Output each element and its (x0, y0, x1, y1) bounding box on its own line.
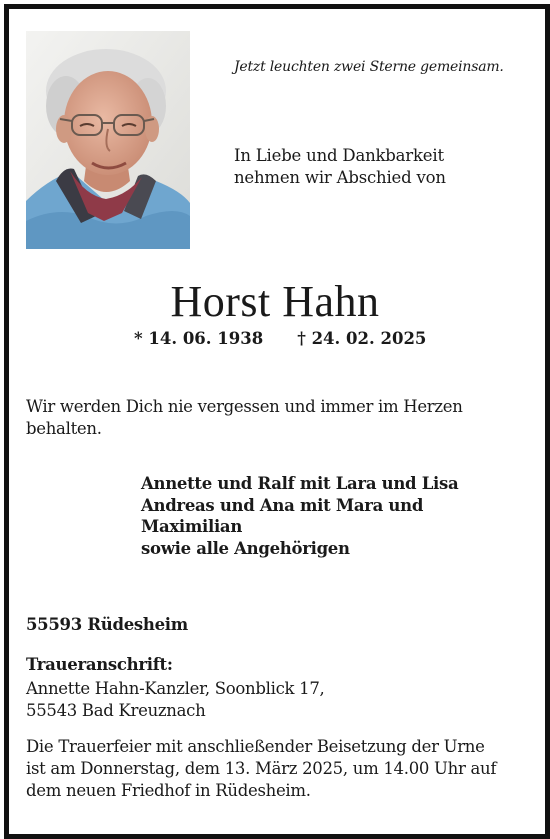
birth-date: * 14. 06. 1938 (134, 329, 264, 348)
life-dates (134, 329, 426, 348)
motto-text: Jetzt leuchten zwei Sterne gemeinsam. (234, 59, 504, 75)
address-heading: Traueranschrift: (26, 655, 173, 674)
ceremony-line: dem neuen Friedhof in Rüdesheim. (26, 781, 311, 800)
ceremony-text (26, 736, 531, 802)
farewell-line: behalten. (26, 419, 102, 438)
farewell-text (26, 396, 506, 440)
intro-line: In Liebe und Dankbarkeit (234, 146, 444, 165)
family-line: sowie alle Angehörigen (141, 538, 350, 558)
farewell-line: Wir werden Dich nie vergessen und immer im Herzen (26, 397, 463, 416)
death-date: † 24. 02. 2025 (297, 329, 427, 348)
mourning-address (26, 678, 325, 722)
family-line: Andreas und Ana mit Mara und (141, 495, 424, 515)
portrait-photo (26, 31, 190, 249)
family-line: Annette und Ralf mit Lara und Lisa (141, 474, 459, 493)
family-list (141, 473, 458, 559)
intro-line: nehmen wir Abschied von (234, 168, 446, 187)
address-line: Annette Hahn-Kanzler, Soonblick 17, (26, 679, 325, 698)
location-text: 55593 Rüdesheim (26, 615, 188, 634)
ceremony-line: Die Trauerfeier mit anschließender Beisetzung der Urne (26, 737, 485, 756)
deceased-name: Horst Hahn (170, 277, 380, 326)
ceremony-line: ist am Donnerstag, dem 13. März 2025, um 14.00 Uhr auf (26, 759, 497, 778)
family-line: Maximilian (141, 517, 243, 536)
intro-text (234, 145, 446, 189)
address-line: 55543 Bad Kreuznach (26, 701, 206, 720)
